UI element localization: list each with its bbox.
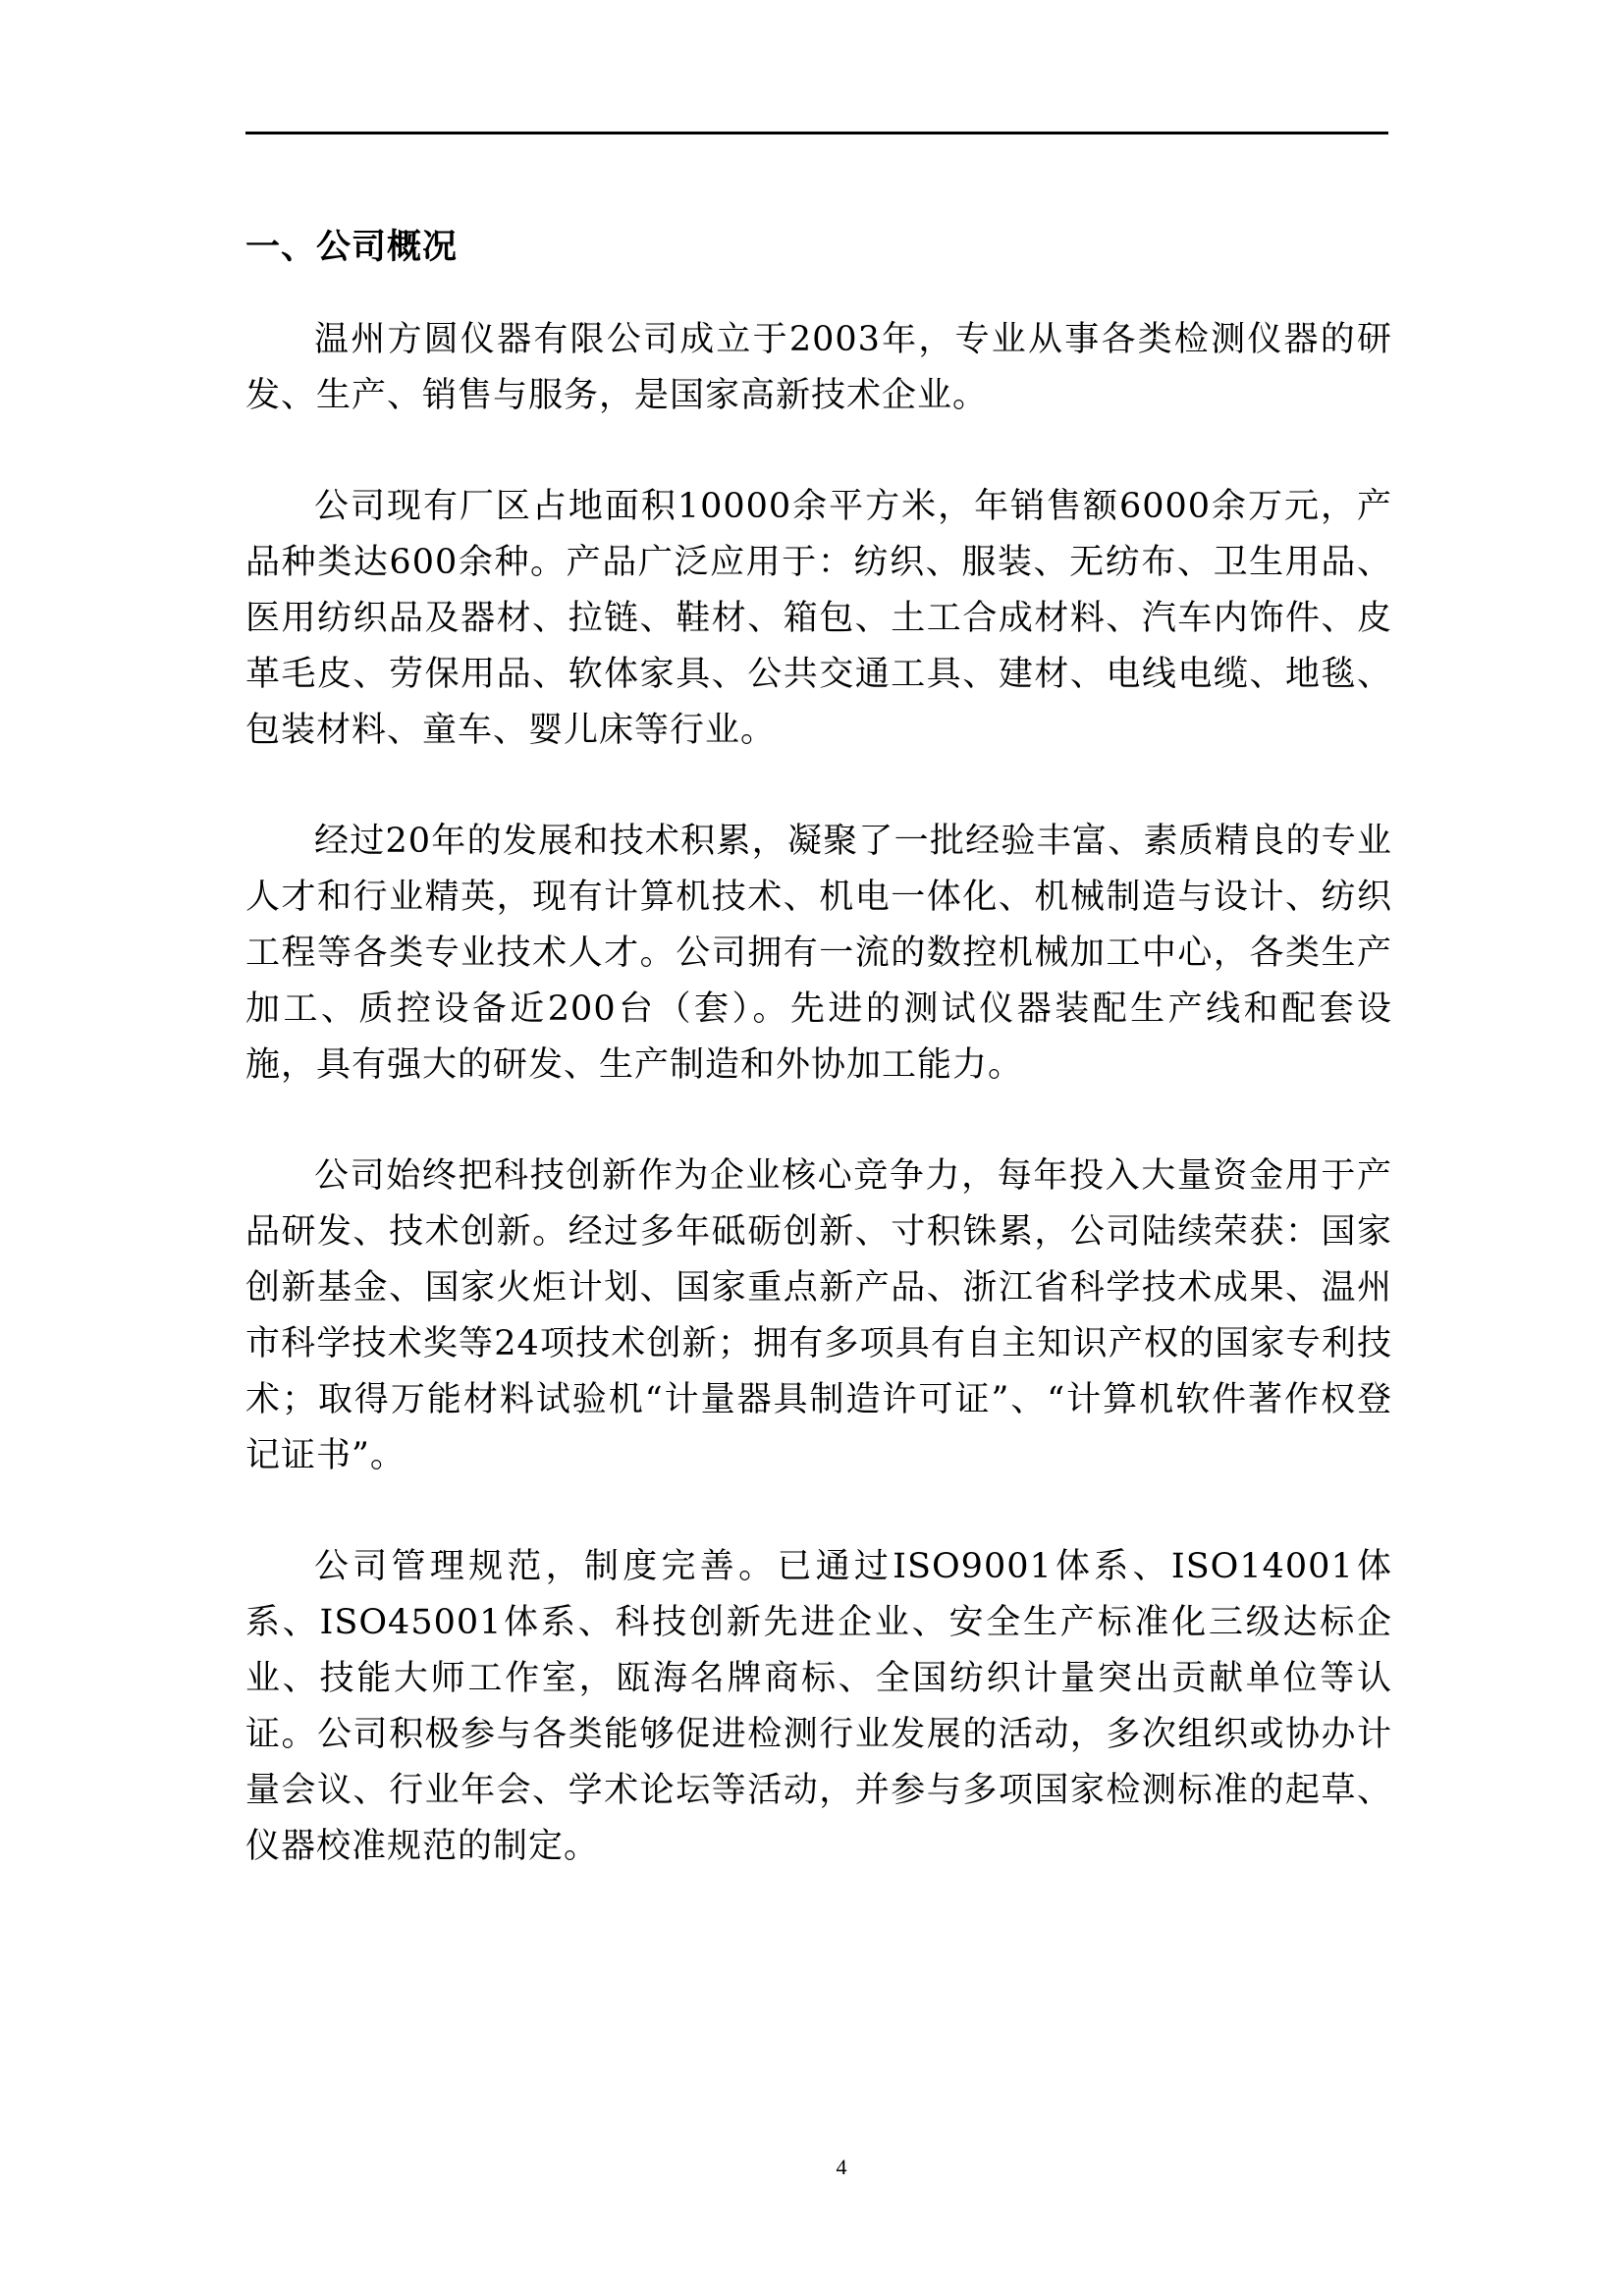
- section-heading: 一、公司概况: [245, 228, 459, 267]
- page-number: 4: [836, 2155, 847, 2179]
- paragraph-founding: 温州方圆仪器有限公司成立于2003年，专业从事各类检测仪器的研发、生产、销售与服务，是国家高新技术企业。: [245, 320, 1392, 415]
- paragraph-management-and-certifications: 公司管理规范，制度完善。已通过ISO9001体系、ISO14001体系、ISO45001体系、科技创新先进企业、安全生产标准化三级达标企业、技能大师工作室，瓯海名牌商标、全国纺织计量突出贡献单位等认证。公司积极参与各类能够促进检测行业发展的活动，多次组织或协办计量会议、行业年会、学术论坛等活动，并参与多项国家检测标准的起草、仪器校准规范的制定。: [245, 1547, 1392, 1866]
- body-text: [245, 312, 1392, 1930]
- paragraph-scale-and-products: 公司现有厂区占地面积10000余平方米，年销售额6000余万元，产品种类达600余种。产品广泛应用于：纺织、服装、无纺布、卫生用品、医用纺织品及器材、拉链、鞋材、箱包、土工合成材料、汽车内饰件、皮革毛皮、劳保用品、软体家具、公共交通工具、建材、电线电缆、地毯、包装材料、童车、婴儿床等行业。: [245, 487, 1392, 750]
- paragraph-talent-and-facilities: 经过20年的发展和技术积累，凝聚了一批经验丰富、素质精良的专业人才和行业精英，现有计算机技术、机电一体化、机械制造与设计、纺织工程等各类专业技术人才。公司拥有一流的数控机械加工中心，各类生产加工、质控设备近200台（套）。先进的测试仪器装配生产线和配套设施，具有强大的研发、生产制造和外协加工能力。: [245, 822, 1392, 1085]
- paragraph-innovation: 公司始终把科技创新作为企业核心竞争力，每年投入大量资金用于产品研发、技术创新。经过多年砥砺创新、寸积铢累，公司陆续荣获：国家创新基金、国家火炬计划、国家重点新产品、浙江省科学技术成果、温州市科学技术奖等24项技术创新；拥有多项具有自主知识产权的国家专利技术；取得万能材料试验机“计量器具制造许可证”、“计算机软件著作权登记证书”。: [245, 1156, 1392, 1475]
- header-rule: [245, 132, 1388, 134]
